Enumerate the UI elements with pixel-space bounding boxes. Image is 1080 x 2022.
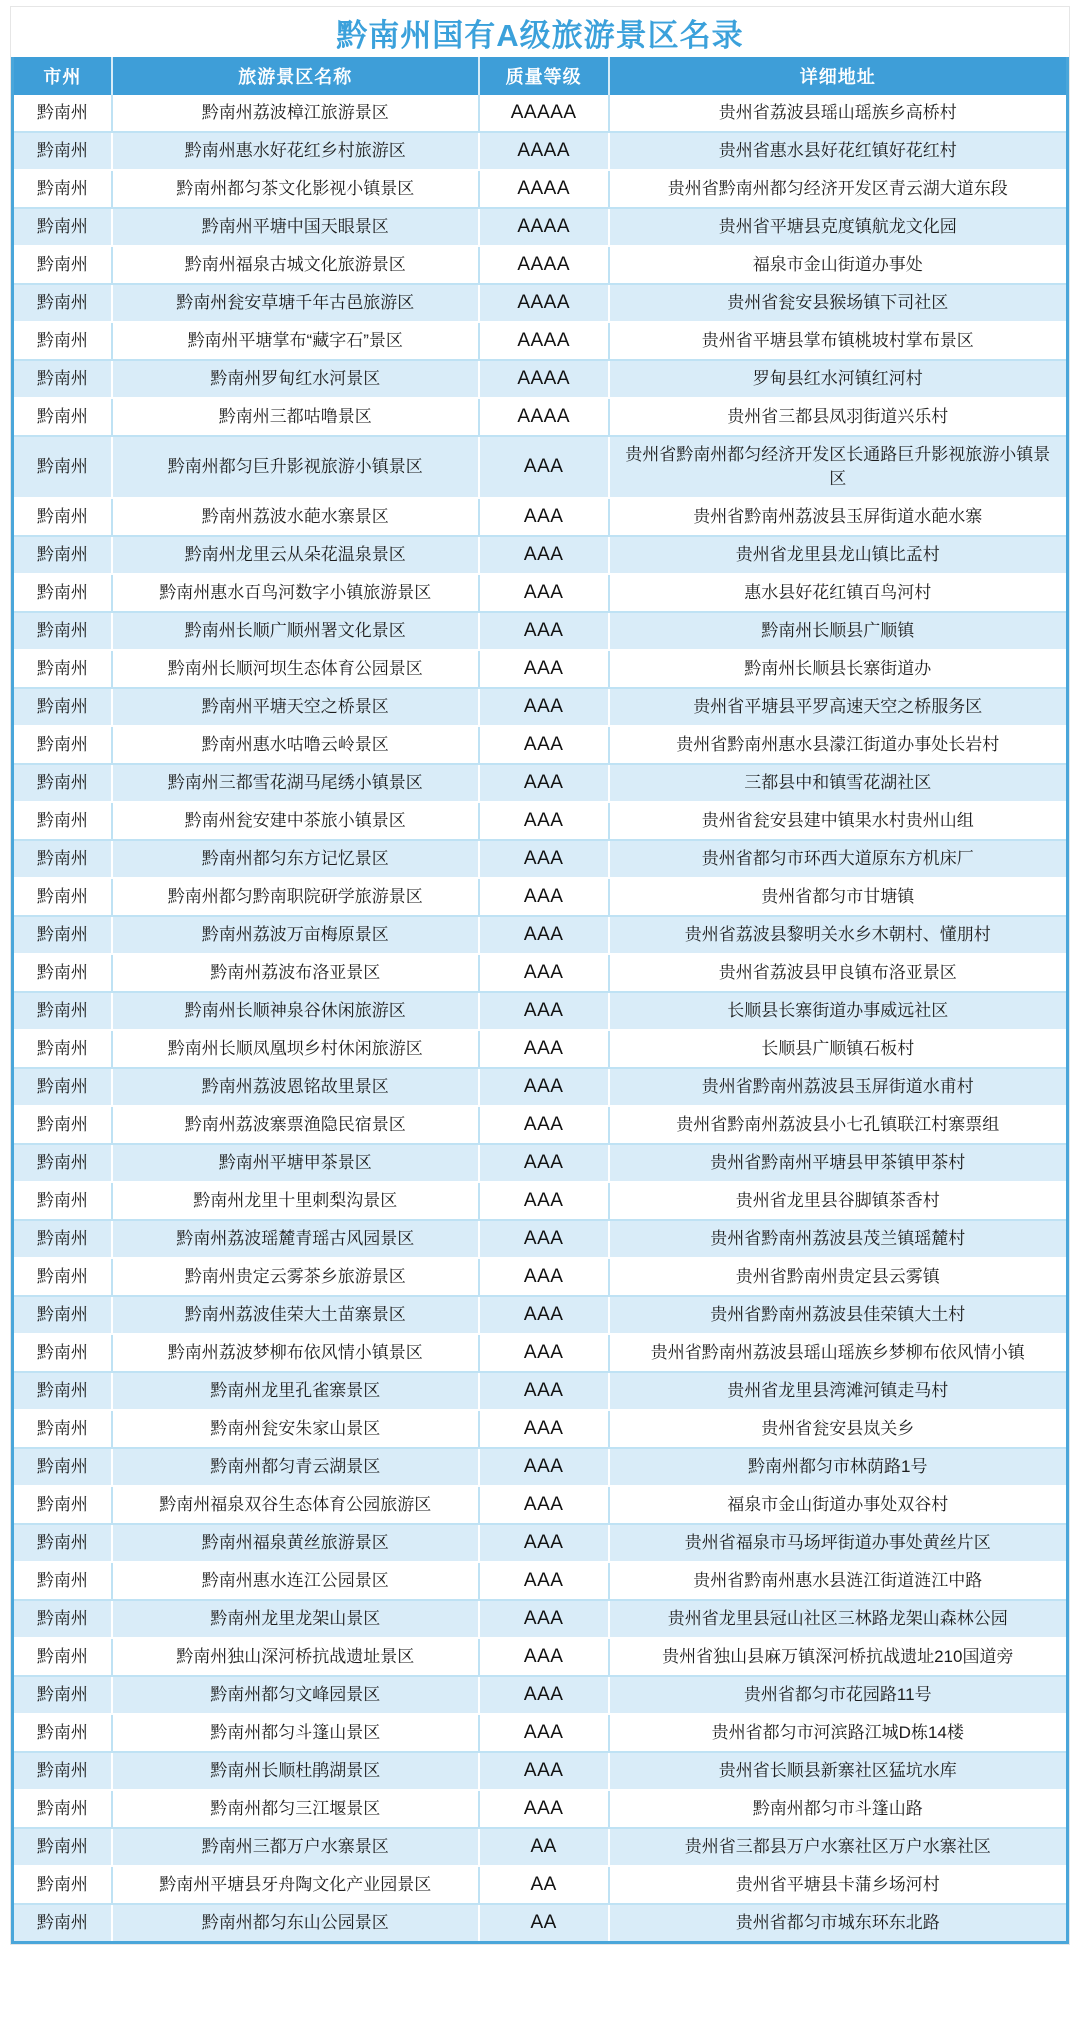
- cell-grade: AAA: [479, 726, 609, 764]
- cell-address: 贵州省都匀市花园路11号: [609, 1676, 1068, 1714]
- cell-city: 黔南州: [13, 916, 112, 954]
- table-row: [13, 360, 1068, 398]
- cell-grade: AAAA: [479, 322, 609, 360]
- cell-grade: AAA: [479, 1220, 609, 1258]
- cell-address: 贵州省三都县万户水寨社区万户水寨社区: [609, 1828, 1068, 1866]
- cell-city: 黔南州: [13, 322, 112, 360]
- table-row: [13, 1714, 1068, 1752]
- cell-grade: AAA: [479, 992, 609, 1030]
- cell-grade: AAAA: [479, 284, 609, 322]
- cell-grade: AAA: [479, 1524, 609, 1562]
- cell-address: 贵州省瓮安县岚关乡: [609, 1410, 1068, 1448]
- cell-grade: AA: [479, 1904, 609, 1943]
- cell-name: 黔南州长顺神泉谷休闲旅游区: [112, 992, 479, 1030]
- cell-address: 贵州省都匀市城东环东北路: [609, 1904, 1068, 1943]
- cell-address: 贵州省黔南州都匀经济开发区青云湖大道东段: [609, 170, 1068, 208]
- table-row: [13, 688, 1068, 726]
- cell-grade: AAA: [479, 574, 609, 612]
- table-row: [13, 284, 1068, 322]
- cell-grade: AAA: [479, 1372, 609, 1410]
- cell-name: 黔南州荔波万亩梅原景区: [112, 916, 479, 954]
- cell-grade: AAA: [479, 1714, 609, 1752]
- cell-grade: AAA: [479, 1296, 609, 1334]
- cell-name: 黔南州都匀东山公园景区: [112, 1904, 479, 1943]
- cell-grade: AAAA: [479, 170, 609, 208]
- header-cell-name: 旅游景区名称: [112, 57, 479, 95]
- cell-address: 贵州省黔南州荔波县瑶山瑶族乡梦柳布依风情小镇: [609, 1334, 1068, 1372]
- table-row: [13, 436, 1068, 498]
- scenic-area-table: [11, 57, 1069, 1944]
- cell-city: 黔南州: [13, 954, 112, 992]
- cell-city: 黔南州: [13, 536, 112, 574]
- table-row: [13, 612, 1068, 650]
- cell-name: 黔南州长顺广顺州署文化景区: [112, 612, 479, 650]
- cell-name: 黔南州龙里孔雀寨景区: [112, 1372, 479, 1410]
- table-row: [13, 1144, 1068, 1182]
- cell-address: 贵州省平塘县克度镇航龙文化园: [609, 208, 1068, 246]
- cell-grade: AAAA: [479, 398, 609, 436]
- cell-name: 黔南州惠水连江公园景区: [112, 1562, 479, 1600]
- cell-address: 贵州省黔南州荔波县玉屏街道水葩水寨: [609, 498, 1068, 536]
- cell-grade: AAA: [479, 1752, 609, 1790]
- cell-city: 黔南州: [13, 360, 112, 398]
- table-row: [13, 322, 1068, 360]
- cell-grade: AAAAA: [479, 95, 609, 132]
- cell-address: 长顺县广顺镇石板村: [609, 1030, 1068, 1068]
- cell-city: 黔南州: [13, 436, 112, 498]
- cell-grade: AAA: [479, 1410, 609, 1448]
- cell-name: 黔南州平塘掌布“藏字石”景区: [112, 322, 479, 360]
- cell-name: 黔南州贵定云雾茶乡旅游景区: [112, 1258, 479, 1296]
- cell-address: 三都县中和镇雪花湖社区: [609, 764, 1068, 802]
- header-cell-city: 市州: [13, 57, 112, 95]
- cell-name: 黔南州荔波布洛亚景区: [112, 954, 479, 992]
- cell-name: 黔南州瓮安建中茶旅小镇景区: [112, 802, 479, 840]
- cell-grade: AAA: [479, 1106, 609, 1144]
- cell-city: 黔南州: [13, 1296, 112, 1334]
- table-row: [13, 1524, 1068, 1562]
- cell-name: 黔南州都匀青云湖景区: [112, 1448, 479, 1486]
- cell-grade: AAAA: [479, 246, 609, 284]
- cell-city: 黔南州: [13, 1828, 112, 1866]
- cell-grade: AA: [479, 1866, 609, 1904]
- cell-address: 贵州省都匀市环西大道原东方机床厂: [609, 840, 1068, 878]
- cell-city: 黔南州: [13, 1676, 112, 1714]
- cell-address: 贵州省龙里县龙山镇比孟村: [609, 536, 1068, 574]
- cell-name: 黔南州福泉黄丝旅游景区: [112, 1524, 479, 1562]
- cell-name: 黔南州罗甸红水河景区: [112, 360, 479, 398]
- cell-name: 黔南州龙里云从朵花温泉景区: [112, 536, 479, 574]
- cell-city: 黔南州: [13, 1524, 112, 1562]
- cell-city: 黔南州: [13, 688, 112, 726]
- cell-grade: AAA: [479, 954, 609, 992]
- cell-address: 黔南州长顺县广顺镇: [609, 612, 1068, 650]
- cell-grade: AAA: [479, 840, 609, 878]
- cell-name: 黔南州长顺河坝生态体育公园景区: [112, 650, 479, 688]
- cell-name: 黔南州瓮安朱家山景区: [112, 1410, 479, 1448]
- cell-city: 黔南州: [13, 1562, 112, 1600]
- cell-city: 黔南州: [13, 1410, 112, 1448]
- cell-city: 黔南州: [13, 1258, 112, 1296]
- cell-name: 黔南州都匀三江堰景区: [112, 1790, 479, 1828]
- cell-city: 黔南州: [13, 498, 112, 536]
- table-row: [13, 246, 1068, 284]
- cell-city: 黔南州: [13, 1144, 112, 1182]
- table-row: [13, 764, 1068, 802]
- cell-name: 黔南州都匀斗篷山景区: [112, 1714, 479, 1752]
- cell-name: 黔南州平塘甲茶景区: [112, 1144, 479, 1182]
- table-row: [13, 1790, 1068, 1828]
- cell-address: 贵州省瓮安县建中镇果水村贵州山组: [609, 802, 1068, 840]
- cell-address: 贵州省平塘县掌布镇桃坡村掌布景区: [609, 322, 1068, 360]
- cell-grade: AA: [479, 1828, 609, 1866]
- cell-city: 黔南州: [13, 612, 112, 650]
- table-row: [13, 1068, 1068, 1106]
- cell-address: 贵州省独山县麻万镇深河桥抗战遗址210国道旁: [609, 1638, 1068, 1676]
- cell-city: 黔南州: [13, 764, 112, 802]
- cell-name: 黔南州三都雪花湖马尾绣小镇景区: [112, 764, 479, 802]
- cell-address: 贵州省都匀市河滨路江城D栋14楼: [609, 1714, 1068, 1752]
- cell-address: 贵州省三都县凤羽街道兴乐村: [609, 398, 1068, 436]
- cell-name: 黔南州三都咕噜景区: [112, 398, 479, 436]
- table-row: [13, 1296, 1068, 1334]
- table-row: [13, 208, 1068, 246]
- cell-city: 黔南州: [13, 1182, 112, 1220]
- cell-address: 黔南州长顺县长寨街道办: [609, 650, 1068, 688]
- cell-name: 黔南州长顺凤凰坝乡村休闲旅游区: [112, 1030, 479, 1068]
- cell-name: 黔南州龙里龙架山景区: [112, 1600, 479, 1638]
- cell-grade: AAA: [479, 1144, 609, 1182]
- cell-name: 黔南州荔波瑶麓青瑶古风园景区: [112, 1220, 479, 1258]
- cell-address: 贵州省龙里县冠山社区三林路龙架山森林公园: [609, 1600, 1068, 1638]
- table-row: [13, 802, 1068, 840]
- table-row: [13, 132, 1068, 170]
- cell-grade: AAA: [479, 916, 609, 954]
- cell-address: 贵州省荔波县甲良镇布洛亚景区: [609, 954, 1068, 992]
- cell-name: 黔南州长顺杜鹃湖景区: [112, 1752, 479, 1790]
- cell-grade: AAAA: [479, 360, 609, 398]
- table-row: [13, 1182, 1068, 1220]
- table-row: [13, 170, 1068, 208]
- cell-address: 罗甸县红水河镇红河村: [609, 360, 1068, 398]
- cell-grade: AAA: [479, 764, 609, 802]
- table-row: [13, 1448, 1068, 1486]
- table-row: [13, 1486, 1068, 1524]
- cell-city: 黔南州: [13, 1030, 112, 1068]
- table-row: [13, 878, 1068, 916]
- cell-address: 贵州省龙里县湾滩河镇走马村: [609, 1372, 1068, 1410]
- table-row: [13, 398, 1068, 436]
- cell-address: 贵州省黔南州荔波县小七孔镇联江村寨票组: [609, 1106, 1068, 1144]
- cell-address: 惠水县好花红镇百鸟河村: [609, 574, 1068, 612]
- cell-name: 黔南州荔波寨票渔隐民宿景区: [112, 1106, 479, 1144]
- cell-name: 黔南州都匀东方记忆景区: [112, 840, 479, 878]
- cell-grade: AAA: [479, 1638, 609, 1676]
- cell-address: 贵州省黔南州惠水县濛江街道办事处长岩村: [609, 726, 1068, 764]
- scenic-area-list-container: [10, 6, 1070, 1945]
- cell-name: 黔南州荔波佳荣大土苗寨景区: [112, 1296, 479, 1334]
- table-row: [13, 1562, 1068, 1600]
- cell-name: 黔南州荔波樟江旅游景区: [112, 95, 479, 132]
- cell-grade: AAA: [479, 1182, 609, 1220]
- table-row: [13, 1258, 1068, 1296]
- cell-city: 黔南州: [13, 1904, 112, 1943]
- cell-city: 黔南州: [13, 132, 112, 170]
- cell-name: 黔南州惠水咕噜云岭景区: [112, 726, 479, 764]
- table-row: [13, 574, 1068, 612]
- cell-name: 黔南州荔波梦柳布依风情小镇景区: [112, 1334, 479, 1372]
- table-row: [13, 1030, 1068, 1068]
- cell-name: 黔南州惠水好花红乡村旅游区: [112, 132, 479, 170]
- cell-name: 黔南州平塘中国天眼景区: [112, 208, 479, 246]
- cell-name: 黔南州惠水百鸟河数字小镇旅游景区: [112, 574, 479, 612]
- table-row: [13, 498, 1068, 536]
- table-row: [13, 954, 1068, 992]
- cell-name: 黔南州平塘天空之桥景区: [112, 688, 479, 726]
- table-row: [13, 1106, 1068, 1144]
- cell-grade: AAA: [479, 498, 609, 536]
- cell-address: 贵州省黔南州荔波县茂兰镇瑶麓村: [609, 1220, 1068, 1258]
- cell-city: 黔南州: [13, 1486, 112, 1524]
- cell-address: 贵州省荔波县黎明关水乡木朝村、懂朋村: [609, 916, 1068, 954]
- cell-city: 黔南州: [13, 1448, 112, 1486]
- cell-name: 黔南州龙里十里刺梨沟景区: [112, 1182, 479, 1220]
- table-row: [13, 1334, 1068, 1372]
- cell-address: 黔南州都匀市林荫路1号: [609, 1448, 1068, 1486]
- table-row: [13, 1372, 1068, 1410]
- cell-grade: AAA: [479, 1562, 609, 1600]
- cell-address: 贵州省荔波县瑶山瑶族乡高桥村: [609, 95, 1068, 132]
- cell-address: 贵州省黔南州荔波县佳荣镇大土村: [609, 1296, 1068, 1334]
- cell-grade: AAA: [479, 612, 609, 650]
- page-title: 黔南州国有A级旅游景区名录: [11, 7, 1069, 57]
- cell-city: 黔南州: [13, 574, 112, 612]
- table-row: [13, 536, 1068, 574]
- cell-city: 黔南州: [13, 1600, 112, 1638]
- cell-city: 黔南州: [13, 1752, 112, 1790]
- cell-name: 黔南州瓮安草塘千年古邑旅游区: [112, 284, 479, 322]
- table-row: [13, 1904, 1068, 1943]
- table-row: [13, 916, 1068, 954]
- cell-address: 福泉市金山街道办事处: [609, 246, 1068, 284]
- header-cell-address: 详细地址: [609, 57, 1068, 95]
- cell-grade: AAA: [479, 1790, 609, 1828]
- cell-address: 贵州省福泉市马场坪街道办事处黄丝片区: [609, 1524, 1068, 1562]
- table-row: [13, 650, 1068, 688]
- cell-grade: AAA: [479, 1258, 609, 1296]
- cell-name: 黔南州荔波恩铭故里景区: [112, 1068, 479, 1106]
- cell-name: 黔南州荔波水葩水寨景区: [112, 498, 479, 536]
- cell-grade: AAA: [479, 1030, 609, 1068]
- header-cell-grade: 质量等级: [479, 57, 609, 95]
- cell-name: 黔南州平塘县牙舟陶文化产业园景区: [112, 1866, 479, 1904]
- cell-grade: AAAA: [479, 208, 609, 246]
- cell-city: 黔南州: [13, 208, 112, 246]
- cell-city: 黔南州: [13, 1068, 112, 1106]
- table-row: [13, 992, 1068, 1030]
- table-row: [13, 95, 1068, 132]
- cell-name: 黔南州都匀茶文化影视小镇景区: [112, 170, 479, 208]
- cell-address: 贵州省黔南州荔波县玉屏街道水甫村: [609, 1068, 1068, 1106]
- table-row: [13, 1676, 1068, 1714]
- cell-grade: AAA: [479, 688, 609, 726]
- table-row: [13, 1220, 1068, 1258]
- cell-name: 黔南州三都万户水寨景区: [112, 1828, 479, 1866]
- table-header-row: [13, 57, 1068, 95]
- table-row: [13, 1410, 1068, 1448]
- cell-city: 黔南州: [13, 1638, 112, 1676]
- cell-name: 黔南州福泉双谷生态体育公园旅游区: [112, 1486, 479, 1524]
- cell-grade: AAAA: [479, 132, 609, 170]
- cell-address: 贵州省平塘县卡蒲乡场河村: [609, 1866, 1068, 1904]
- cell-grade: AAA: [479, 1600, 609, 1638]
- cell-city: 黔南州: [13, 1866, 112, 1904]
- table-row: [13, 1828, 1068, 1866]
- cell-city: 黔南州: [13, 992, 112, 1030]
- cell-city: 黔南州: [13, 802, 112, 840]
- cell-city: 黔南州: [13, 1372, 112, 1410]
- cell-address: 贵州省惠水县好花红镇好花红村: [609, 132, 1068, 170]
- cell-name: 黔南州福泉古城文化旅游景区: [112, 246, 479, 284]
- cell-name: 黔南州独山深河桥抗战遗址景区: [112, 1638, 479, 1676]
- cell-city: 黔南州: [13, 170, 112, 208]
- cell-grade: AAA: [479, 802, 609, 840]
- cell-address: 贵州省黔南州惠水县涟江街道涟江中路: [609, 1562, 1068, 1600]
- table-row: [13, 1600, 1068, 1638]
- cell-city: 黔南州: [13, 1106, 112, 1144]
- cell-address: 贵州省黔南州贵定县云雾镇: [609, 1258, 1068, 1296]
- cell-grade: AAA: [479, 1068, 609, 1106]
- cell-city: 黔南州: [13, 246, 112, 284]
- cell-city: 黔南州: [13, 95, 112, 132]
- cell-address: 黔南州都匀市斗篷山路: [609, 1790, 1068, 1828]
- cell-address: 贵州省都匀市甘塘镇: [609, 878, 1068, 916]
- cell-city: 黔南州: [13, 398, 112, 436]
- table-row: [13, 1638, 1068, 1676]
- cell-address: 贵州省龙里县谷脚镇茶香村: [609, 1182, 1068, 1220]
- cell-name: 黔南州都匀文峰园景区: [112, 1676, 479, 1714]
- cell-address: 贵州省黔南州平塘县甲茶镇甲茶村: [609, 1144, 1068, 1182]
- cell-grade: AAA: [479, 1486, 609, 1524]
- cell-city: 黔南州: [13, 840, 112, 878]
- cell-grade: AAA: [479, 1448, 609, 1486]
- cell-city: 黔南州: [13, 878, 112, 916]
- cell-grade: AAA: [479, 878, 609, 916]
- cell-address: 长顺县长寨街道办事威远社区: [609, 992, 1068, 1030]
- cell-address: 贵州省长顺县新寨社区猛坑水库: [609, 1752, 1068, 1790]
- cell-city: 黔南州: [13, 1334, 112, 1372]
- table-row: [13, 726, 1068, 764]
- table-row: [13, 1866, 1068, 1904]
- cell-grade: AAA: [479, 1676, 609, 1714]
- cell-address: 贵州省平塘县平罗高速天空之桥服务区: [609, 688, 1068, 726]
- cell-city: 黔南州: [13, 650, 112, 688]
- table-row: [13, 840, 1068, 878]
- cell-address: 福泉市金山街道办事处双谷村: [609, 1486, 1068, 1524]
- table-body: [13, 95, 1068, 1943]
- cell-grade: AAA: [479, 1334, 609, 1372]
- cell-city: 黔南州: [13, 1220, 112, 1258]
- cell-city: 黔南州: [13, 1714, 112, 1752]
- cell-grade: AAA: [479, 650, 609, 688]
- cell-name: 黔南州都匀巨升影视旅游小镇景区: [112, 436, 479, 498]
- cell-grade: AAA: [479, 536, 609, 574]
- cell-name: 黔南州都匀黔南职院研学旅游景区: [112, 878, 479, 916]
- cell-address: 贵州省瓮安县猴场镇下司社区: [609, 284, 1068, 322]
- cell-address: 贵州省黔南州都匀经济开发区长通路巨升影视旅游小镇景区: [609, 436, 1068, 498]
- table-row: [13, 1752, 1068, 1790]
- cell-city: 黔南州: [13, 284, 112, 322]
- cell-city: 黔南州: [13, 1790, 112, 1828]
- cell-grade: AAA: [479, 436, 609, 498]
- cell-city: 黔南州: [13, 726, 112, 764]
